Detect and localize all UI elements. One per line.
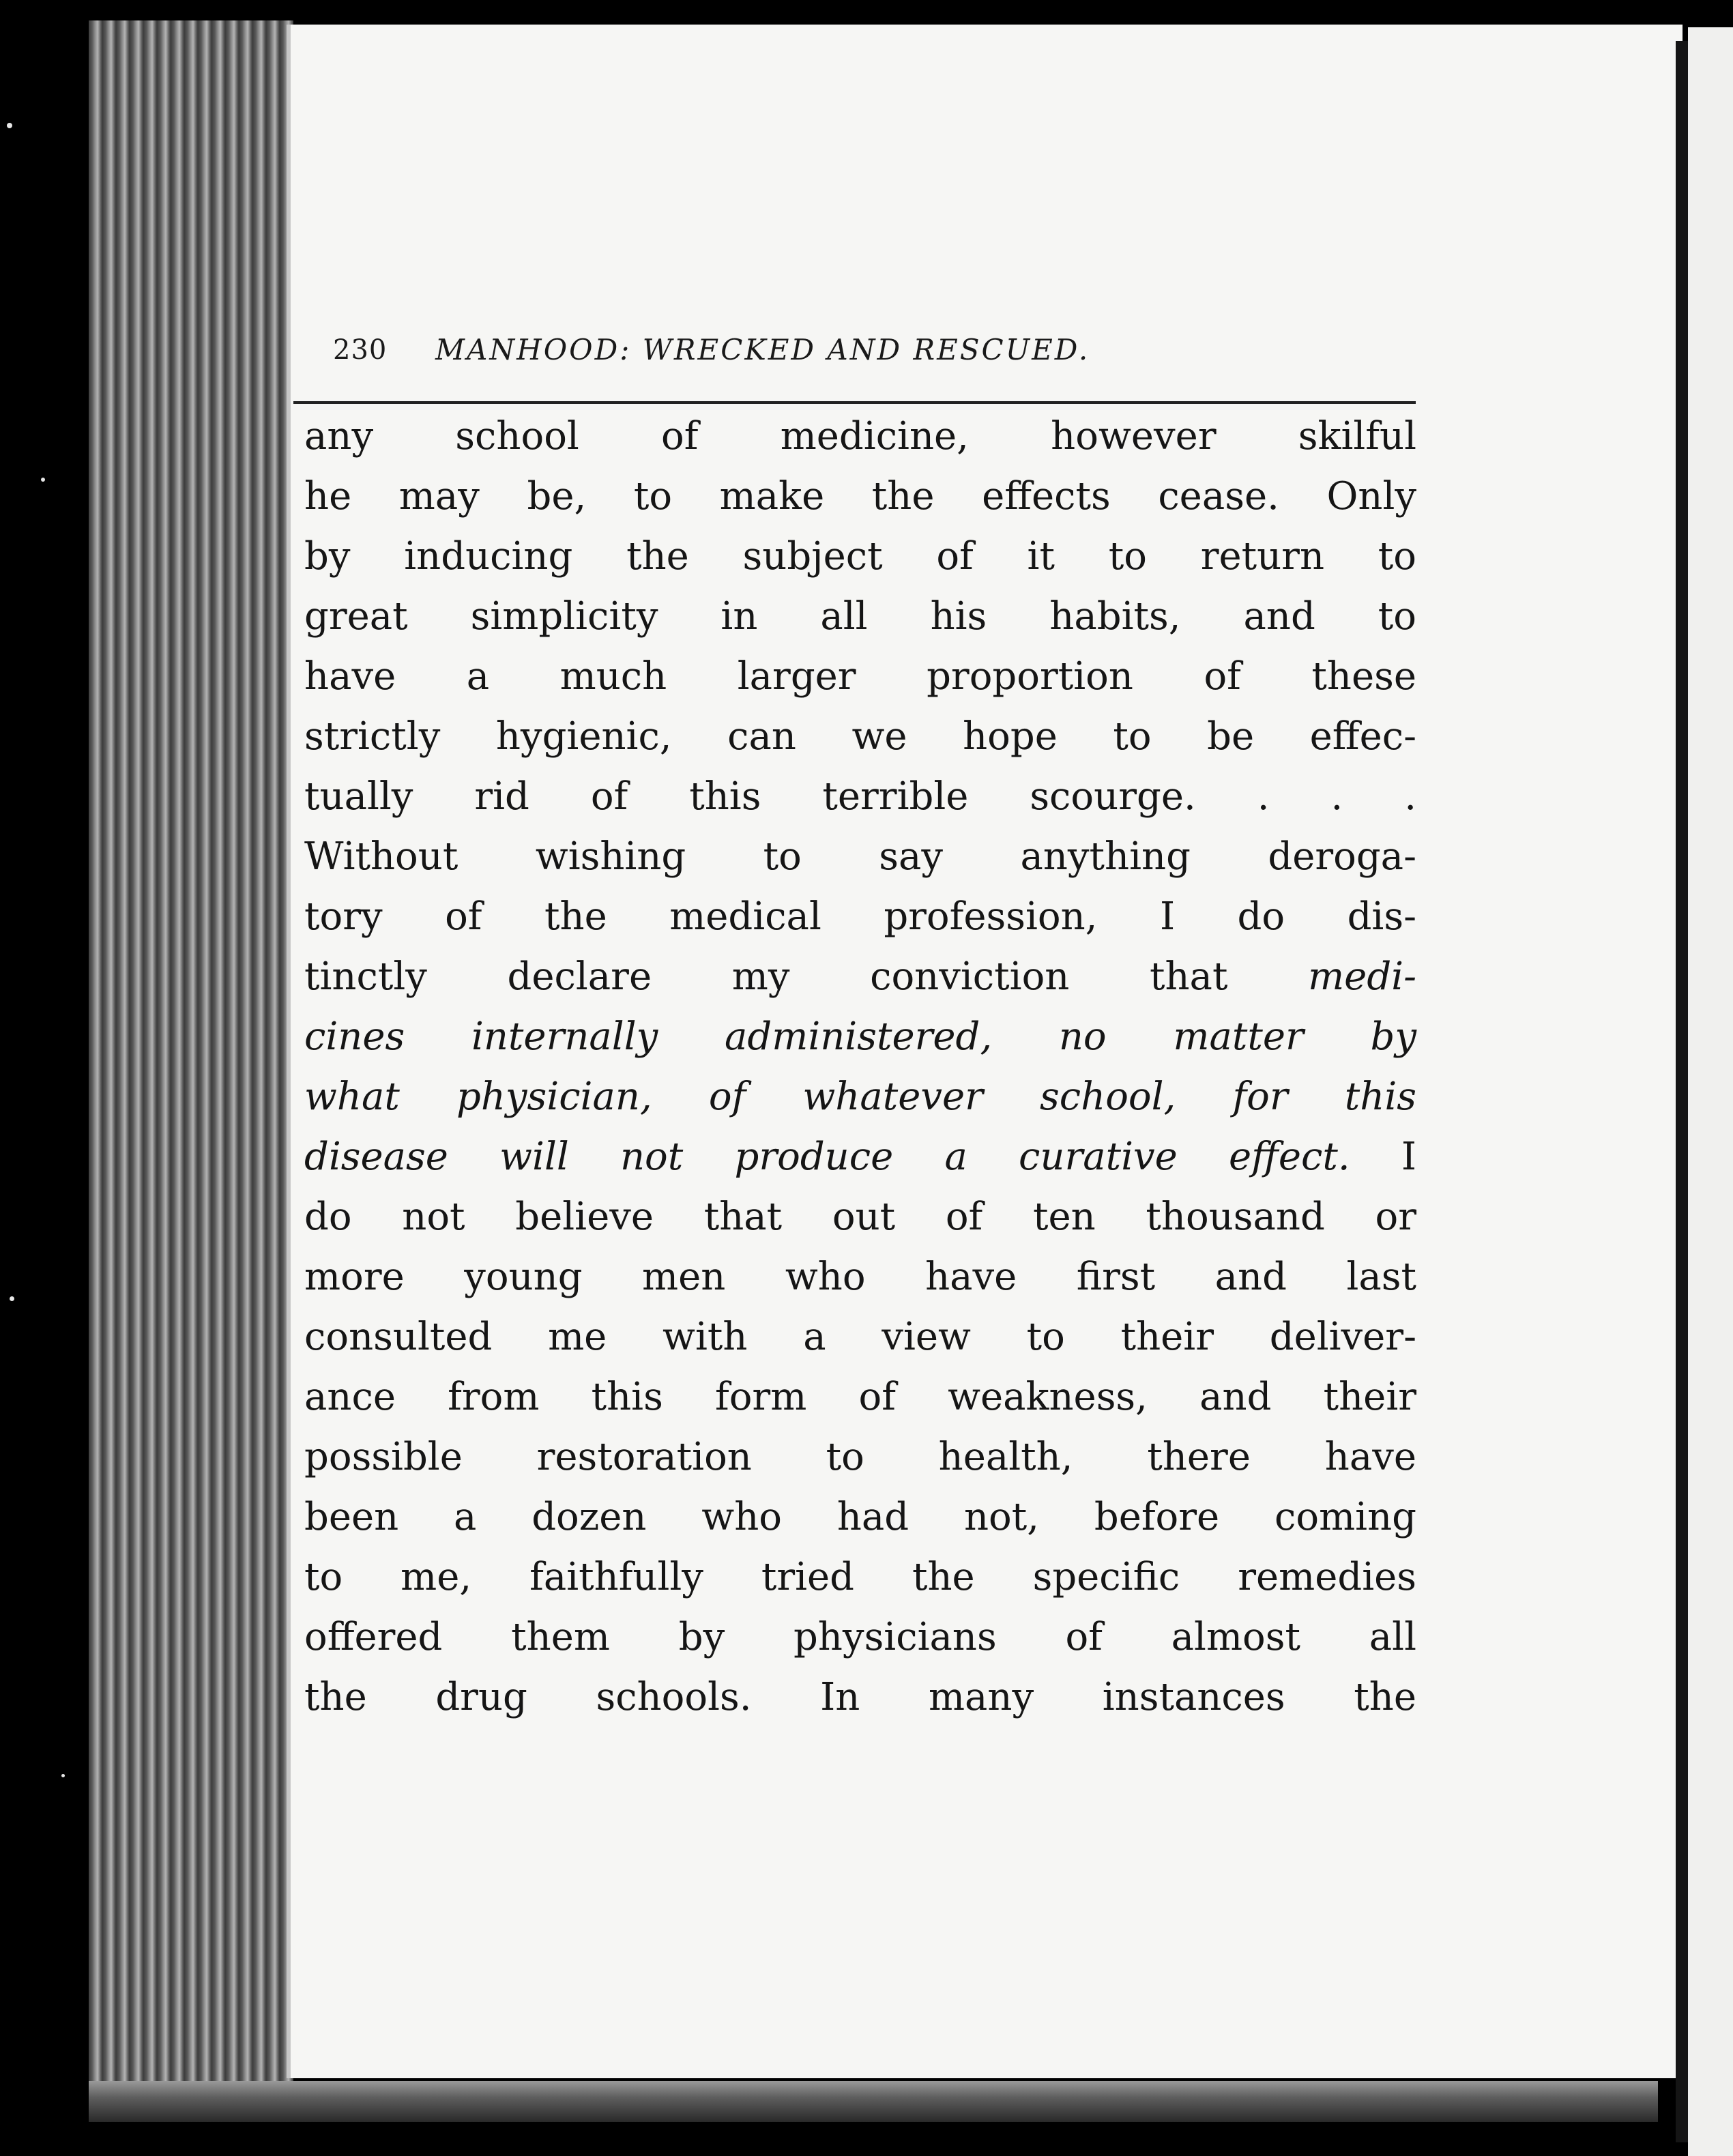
text-line: tually rid of this terrible scourge. . . .: [304, 774, 1416, 819]
italic-text: what physician, of whatever school, for this: [304, 1075, 1416, 1119]
text-line: the drug schools. In many instances the: [304, 1675, 1416, 1719]
page-number: 230: [333, 334, 388, 366]
text-line: by inducing the subject of it to return to: [304, 534, 1416, 579]
text-line: [304, 1007, 1416, 1067]
italic-text: medi-: [1308, 955, 1416, 999]
roman-text: tinctly declare my conviction that: [304, 955, 1309, 999]
text-line: [304, 1127, 1416, 1187]
header-rule: [293, 401, 1416, 404]
text-line: [304, 947, 1416, 1007]
scan-speck: [41, 478, 45, 482]
text-line: tory of the medical profession, I do dis-: [304, 894, 1416, 939]
text-line: ance from this form of weakness, and their: [304, 1375, 1416, 1419]
italic-text: disease will not produce a curative effect.: [304, 1135, 1350, 1179]
roman-text: I: [1350, 1135, 1417, 1179]
text-line: Without wishing to say anything deroga-: [304, 834, 1416, 879]
running-header: [333, 327, 1411, 382]
facing-page-gutter: [1676, 41, 1688, 2142]
text-line: been a dozen who had not, before coming: [304, 1495, 1416, 1539]
scan-speck: [7, 123, 12, 128]
stacked-page-edges: [89, 20, 293, 2122]
text-line: [304, 1067, 1416, 1127]
text-line: consulted me with a view to their deliver-: [304, 1315, 1416, 1359]
text-line: do not believe that out of ten thousand or: [304, 1195, 1416, 1239]
text-line: have a much larger proportion of these: [304, 654, 1416, 699]
text-line: any school of medicine, however skilful: [304, 414, 1416, 458]
text-line: great simplicity in all his habits, and to: [304, 594, 1416, 639]
scan-speck: [10, 1296, 14, 1301]
running-title: MANHOOD: WRECKED AND RESCUED.: [435, 333, 1090, 366]
body-text: [304, 407, 1416, 1728]
text-line: strictly hygienic, can we hope to be effec-: [304, 714, 1416, 759]
scan-speck: [61, 1774, 65, 1777]
text-line: offered them by physicians of almost all: [304, 1615, 1416, 1659]
facing-page-sliver: [1688, 27, 1733, 2156]
italic-text: cines internally administered, no matter by: [304, 1015, 1416, 1059]
text-line: he may be, to make the effects cease. Only: [304, 474, 1416, 519]
text-line: more young men who have first and last: [304, 1255, 1416, 1299]
text-line: to me, faithfully tried the specific remedies: [304, 1555, 1416, 1599]
text-line: possible restoration to health, there have: [304, 1435, 1416, 1479]
bottom-page-edge: [89, 2081, 1658, 2122]
